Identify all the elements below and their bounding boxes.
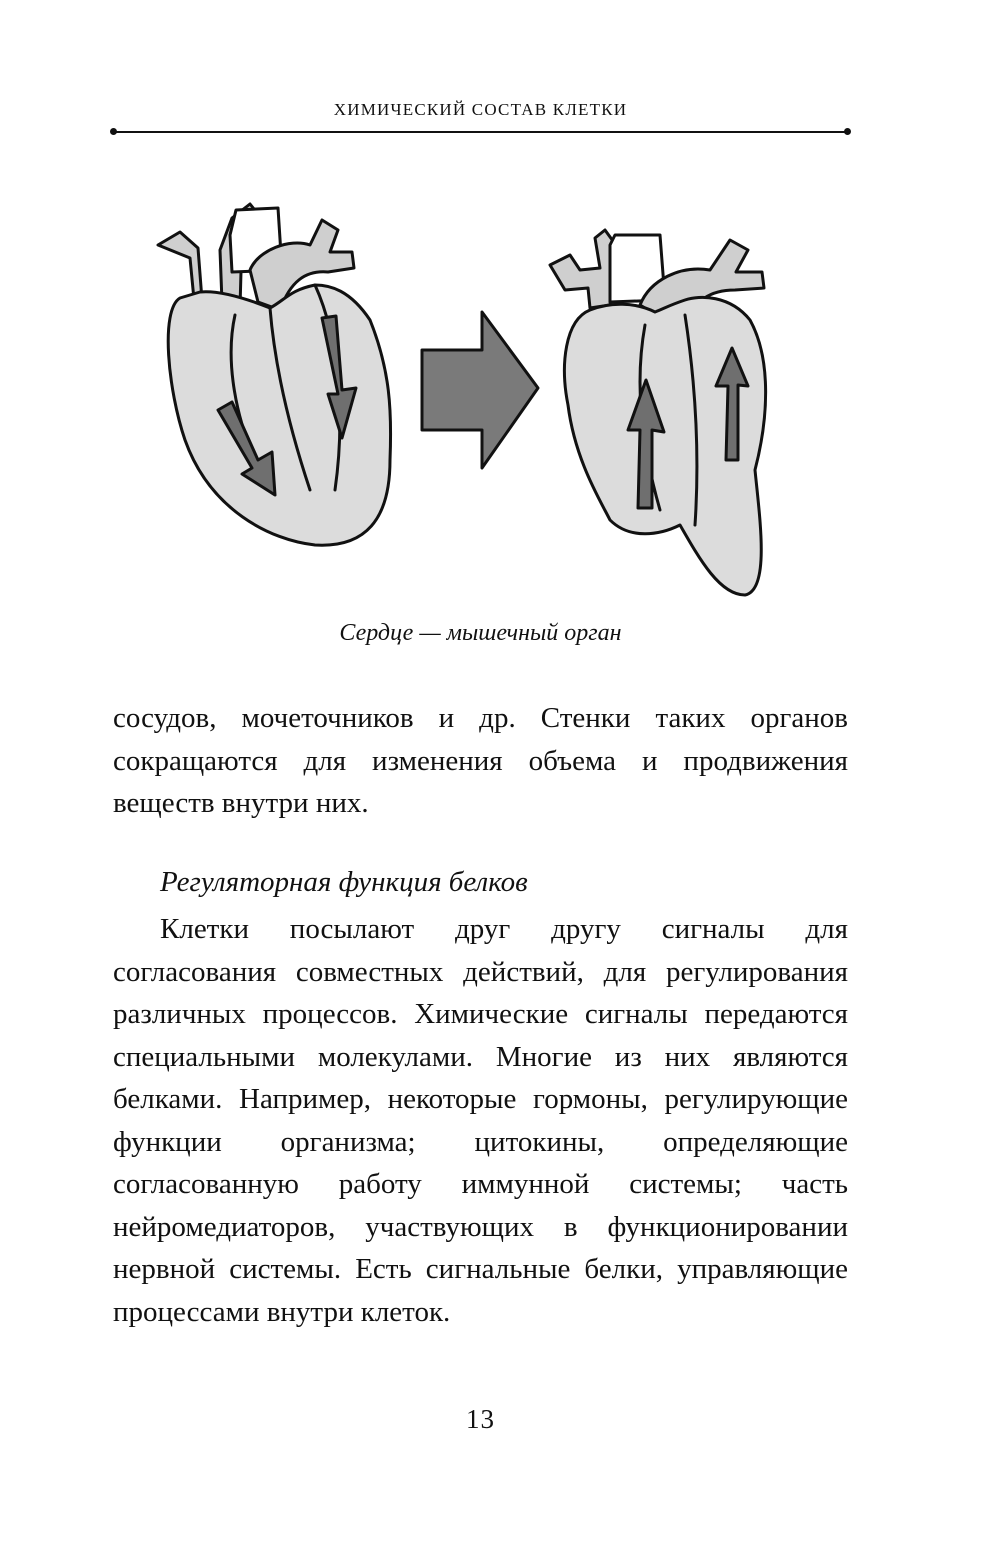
page-number: 13 <box>466 1404 495 1434</box>
section-title: Регуляторная функция белков <box>160 866 528 898</box>
header-rule <box>113 131 848 133</box>
right-aorta <box>550 230 618 308</box>
figure-caption: Сердце — мышечный орган <box>339 620 622 646</box>
right-heart <box>550 230 766 595</box>
paragraph-1: сосудов, мочеточников и др. Стенки таких органов сокращаются для изменения объема и продвижения веществ внутри них. <box>113 702 848 819</box>
heart-figure <box>140 190 820 610</box>
heart-illustration <box>140 190 820 610</box>
running-head: ХИМИЧЕСКИЙ СОСТАВ КЛЕТКИ <box>333 100 628 119</box>
rule-dot-left <box>110 128 117 135</box>
rule-dot-right <box>844 128 851 135</box>
right-arrow-icon <box>422 312 538 468</box>
left-heart-body <box>168 285 390 545</box>
left-heart <box>158 204 391 545</box>
paragraph-2: Клетки посылают друг другу сигналы для согласования совместных действий, для регулирования различных процессов. Химические сигналы передаются специальными молекулами. Многие из них являются белками. Например, некоторые гормоны, регулирующие функции организма; цитокины, определяющие согласованную работу иммунной системы; часть нейромедиаторов, участвующих в функционировании нервной системы. Есть сигнальные белки, управляющие процессами внутри клеток. <box>113 913 848 1328</box>
